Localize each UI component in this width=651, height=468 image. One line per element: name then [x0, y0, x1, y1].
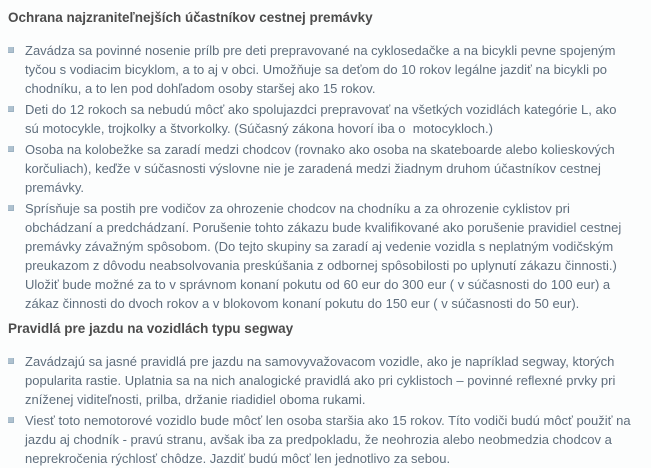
list-item: [8, 100, 633, 138]
list-item-text: Osoba na kolobežke sa zaradí medzi chodcov (rovnako ako osoba na skateboarde alebo kolieskových korčuliach), keďže v súčasnosti výslovne nie je zaradená medzi žiadnym druhom účastníkov cestnej premávky.: [25, 142, 619, 195]
list-item: [8, 411, 633, 468]
list-item: [8, 199, 633, 313]
bullet-list: [8, 352, 633, 468]
list-item-text: Deti do 12 rokoch sa nebudú môcť ako spolujazdci prepravovať na všetkých vozidlách kategórie L, ako sú motocykle, trojkolky a štvorkolky. (Súčasný zákona hovorí iba o motocykloch.): [25, 102, 621, 136]
section-heading: Pravidlá pre jazdu na vozidlách typu segway: [8, 321, 294, 336]
list-item-text: Zavádzajú sa jasné pravidlá pre jazdu na samovyvažovacom vozidle, ako je napríklad segway, ktorých popularita rastie. Uplatnia sa na nich analogické pravidlá ako pri cyklistoch – povinné reflexné prvky pri zníženej viditeľnosti, prilba, držanie riadidiel oboma rukami.: [25, 354, 619, 407]
section-road-users-protection: [8, 10, 633, 313]
section-segway-rules: [8, 321, 633, 468]
list-item: [8, 352, 633, 409]
bullet-square-icon: [8, 358, 14, 364]
list-item-text: Sprísňuje sa postih pre vodičov za ohrozenie chodcov na chodníku a za ohrozenie cyklistov pri obchádzaní a predchádzaní. Porušenie tohto zákazu bude kvalifikované ako porušenie pravidiel cestnej premávky závažným spôsobom. (Do tejto skupiny sa zaradí aj vedenie vozidla s neplatným vodičským preukazom z dôvodu neabsolvovania preskúšania z odbornej spôsobilosti po uplynutí zákazu činnosti.) Uložiť bude možné za to v správnom konaní pokutu od 60 eur do 300 eur ( v súčasnosti do 100 eur) a zákaz činnosti do dvoch rokov a v blokovom konaní pokutu do 150 eur ( v súčasnosti do 50 eur).: [25, 201, 625, 311]
section-heading: Ochrana najzraniteľnejších účastníkov cestnej premávky: [8, 10, 373, 25]
bullet-square-icon: [8, 47, 14, 53]
bullet-square-icon: [8, 205, 14, 211]
bullet-square-icon: [8, 417, 14, 423]
list-item: [8, 41, 633, 98]
bullet-square-icon: [8, 106, 14, 112]
bullet-square-icon: [8, 146, 14, 152]
list-item-text: Viesť toto nemotorové vozidlo bude môcť len osoba staršia ako 15 rokov. Títo vodiči budú môcť použiť na jazdu aj chodník - pravú stranu, avšak iba za predpokladu, že neohrozia alebo neobmedzia chodcov a neprekročenia rýchlosť chôdze. Jazdiť budú môcť len jednotlivo za sebou.: [25, 413, 635, 466]
article-content: [8, 10, 633, 468]
list-item-text: Zavádza sa povinné nosenie prílb pre deti prepravované na cyklosedačke a na bicykli pevne spojeným tyčou s vodiacim bicyklom, a to aj v obci. Umožňuje sa deťom do 10 rokov legálne jazdiť na bicykli po chodníku, a to len pod dohľadom osoby staršej ako 15 rokov.: [25, 43, 620, 96]
bullet-list: [8, 41, 633, 313]
list-item: [8, 140, 633, 197]
